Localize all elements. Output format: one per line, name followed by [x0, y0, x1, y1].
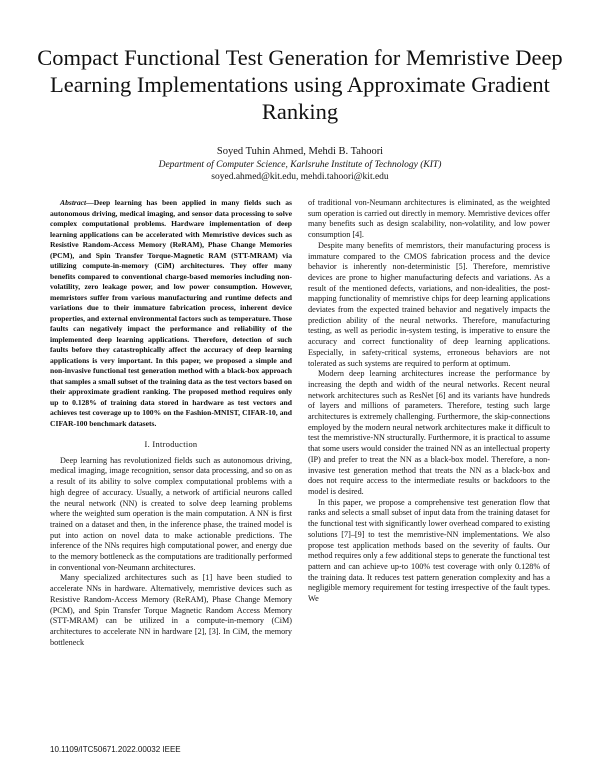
intro-paragraph: Many specialized architectures such as [1] have been studied to accelerate NNs in hardware. Alternatively, memristive devices such as Resistive Random-Access Memory (ReRAM), Phase Change Memory (PCM), and Spin Transfer Torque Magnetic Random Access Memory (STT-MRAM) can be utilized in a compute-in-memory (CiM) architectures to accelerate NN in hardware [2], [3]. In CiM, the memory bottleneck [50, 573, 292, 647]
author-affiliation: Department of Computer Science, Karlsruhe Institute of Technology (KIT) [158, 160, 442, 170]
section-heading-introduction: I. Introduction [144, 440, 198, 449]
abstract-text: —Deep learning has been applied in many fields such as autonomous driving, medical imaging, and sensor data processing to solve complex computational problems. Hardware implementation of deep learning applications can be accelerated with Memristive devices such as Resistive Random-Access Memory (ReRAM), Phase Change Memories (PCM), and Spin Transfer Torque-Magnetic RAM (STT-MRAM) via utilizing compute-in-memory (CiM) architectures. They offer many benefits compared to conventional charge-based memories including non-volatility, zero leakage power, and low power consumption. However, memristors suffer from various manufacturing and runtime defects and variations due to their immature fabrication process, inherent device properties, and external environmental factors such as temperature. Those faults can negatively impact the performance and reliability of the implemented deep learning applications. Therefore, detection of such faults before they catastrophically affect the accuracy of deep learning applications is very important. In this paper, we proposed a simple and non-invasive functional test generation method with a black-box approach that samples a small subset of the training data as the test vectors based on their approximate gradient ranking. The proposed method requires only up to 0.128% of training data stored in hardware as test vectors and achieves test coverage up to 100% on the Fashion-MNIST, CIFAR-10, and CIFAR-100 benchmark datasets. [50, 198, 292, 428]
doi-footer: 10.1109/ITC50671.2022.00032 IEEE [50, 745, 181, 754]
left-column [50, 198, 292, 648]
intro-paragraph: Deep learning has revolutionized fields such as autonomous driving, medical imaging, image recognition, sensor data processing, and so on as a result of its ability to solve complex computational problems with a high degree of accuracy. Usually, a network of artificial neurons called the neural network (NN) is created to solve deep learning problems where the weighted sum operation is the main computation. A NN is first trained on a dataset and then, in the inference phase, the trained model is put into action on novel data to make actionable predictions. The inference of the NNs requires high computational power, and energy due to the memory bottleneck as the computations are traditionally performed in conventional von-Neumann architectures. [50, 455, 292, 572]
author-emails: soyed.ahmed@kit.edu, mehdi.tahoori@kit.edu [211, 172, 389, 182]
body-paragraph: of traditional von-Neumann architectures is eliminated, as the weighted sum operation is carried out directly in memory. Memristive devices offer many benefits such as design scalability, non-volatility, and low power consumption [4]. [308, 198, 550, 240]
abstract [50, 198, 292, 429]
body-paragraph: Modern deep learning architectures increase the performance by increasing the depth and width of the neural networks. Recent neural network architectures such as ResNet [6] and its variants have hundreds of layers and millions of parameters. Therefore, testing such large architectures is extremely challenging. Furthermore, the skip-connections employed by the modern neural network architectures make it difficult to test the memristive-NN structurally. Furthermore, it is practical to assume that some users would consider the trained NN as an intellectual property (IP) and prefer to treat the NN as a black-box model. Therefore, a non-invasive test generation method that treats the NN as a black-box and does not require access to the intermediate results or backdoors to the model is desired. [308, 369, 550, 496]
abstract-label: Abstract [60, 198, 87, 207]
author-names: Soyed Tuhin Ahmed, Mehdi B. Tahoori [216, 146, 384, 157]
paper-title: Compact Functional Test Generation for Memristive Deep Learning Implementations using Approximate Gradient Ranking [37, 45, 563, 124]
body-paragraph: In this paper, we propose a comprehensive test generation flow that ranks and selects a small subset of input data from the training dataset for the functional test with significantly lower overhead compared to existing solutions [7]–[9] to test the memristive-NN implementations. We also propose test application methods based on the severity of faults. Our method requires only a few additional steps to generate the functional test pattern and can achieve up-to 100% test coverage with only 0.128% of the training data. It reduces test pattern generation complexity and has a negligible memory requirement for testing irrespective of the fault types. We [308, 497, 550, 604]
right-column [308, 198, 550, 605]
body-paragraph: Despite many benefits of memristors, their manufacturing process is immature compared to the CMOS fabrication process and the device behavior is inherently non-deterministic [5]. Therefore, memristive devices are prone to higher manufacturing defects and variations. As a result of the mentioned defects, variations, and non-idealities, the post-mapping functionality of memristive chips for deep learning applications deviates from the expected trained behavior and negatively impacts the prediction ability of the neural networks. Therefore, manufacturing testing, as well as periodic in-system testing, is imperative to ensure the accuracy and correct functionality of deep learning applications. Especially, in safety-critical systems, erroneous behaviors are not tolerated as such systems are required to perform at optimum. [308, 240, 550, 368]
